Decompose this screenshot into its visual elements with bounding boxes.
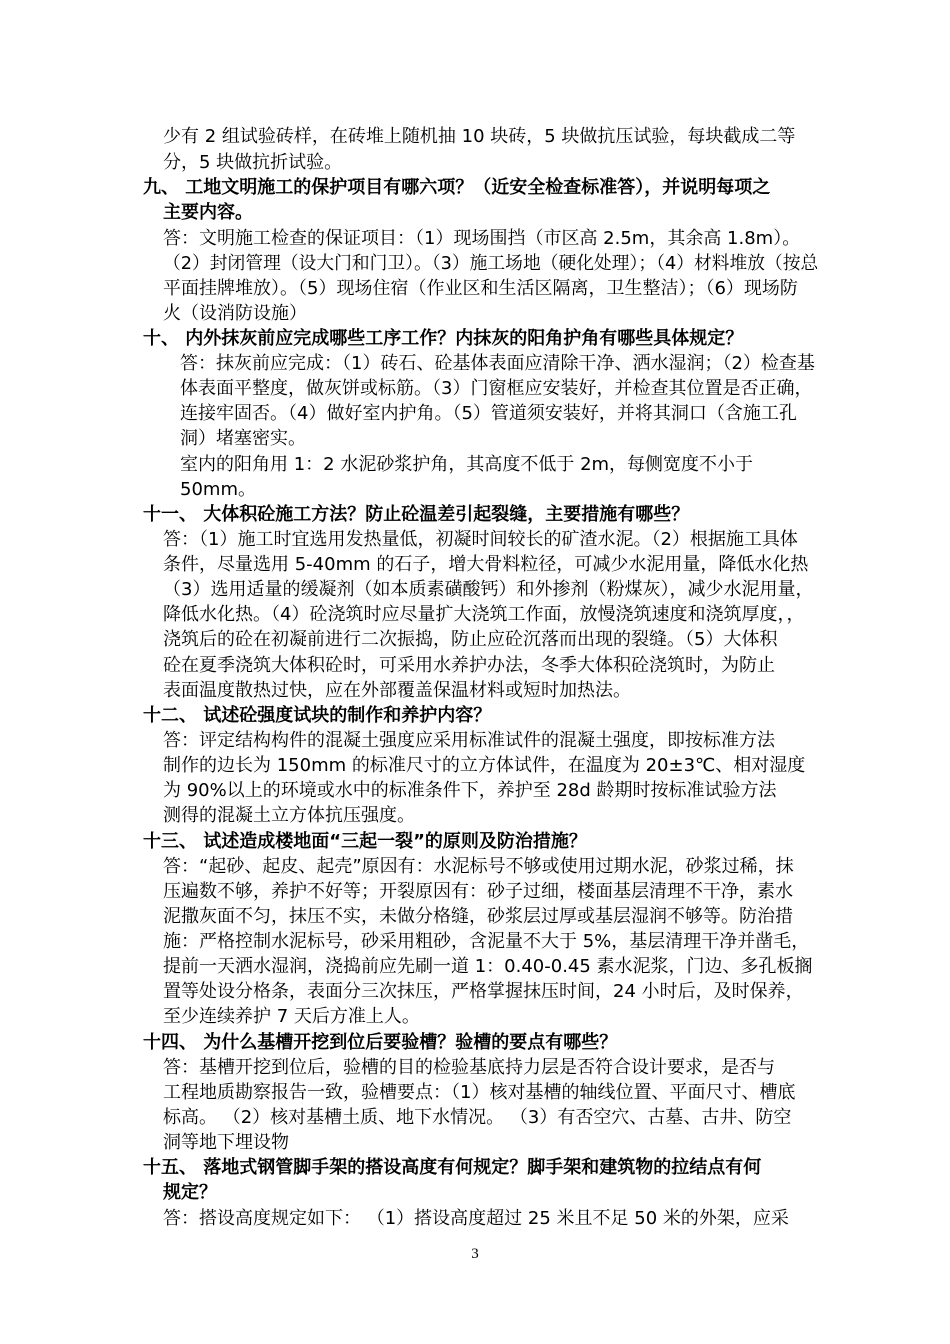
answer-line: 答：“起砂、起皮、起壳”原因有：水泥标号不够或使用过期水泥，砂浆过稀，抹 [163,856,794,877]
answer-line: 至少连续养护 7 天后方准上人。 [163,1006,420,1027]
answer-line: 答：文明施工检查的保证项目：（1）现场围挡（市区高 2.5m，其余高 1.8m）。 [163,228,801,249]
answer-line: 洞等地下埋设物 [163,1132,289,1153]
answer-line: 制作的边长为 150mm 的标准尺寸的立方体试件，在温度为 20±3℃、相对湿度 [163,755,806,776]
answer-line: 室内的阳角用 1：2 水泥砂浆护角，其高度不低于 2m，每侧宽度不小于 [180,454,754,475]
answer-line: 浇筑后的砼在初凝前进行二次振捣，防止应砼沉落而出现的裂缝。（5）大体积 [163,629,778,650]
answer-line: 压遍数不够，养护不好等；开裂原因有：砂子过细，楼面基层清理不干净，素水 [163,881,793,902]
question-heading-9: 九、 工地文明施工的保护项目有哪六项？（近安全检查标准答），并说明每项之 [143,177,771,198]
answer-line: 答：（1）施工时宜选用发热量低，初凝时间较长的矿渣水泥。（2）根据施工具体 [163,529,798,550]
answer-line: 为 90%以上的环境或水中的标准条件下，养护至 28d 龄期时按标准试验方法 [163,780,777,801]
answer-line: 砼在夏季浇筑大体积砼时，可采用水养护办法，冬季大体积砼浇筑时，为防止 [163,655,775,676]
answer-line: 泥撒灰面不匀，抹压不实，未做分格缝，砂浆层过厚或基层湿润不够等。防治措 [163,906,793,927]
answer-line: 表面温度散热过快，应在外部覆盖保温材料或短时加热法。 [163,680,631,701]
page-number: 3 [471,1246,479,1262]
question-heading-15: 十五、 落地式钢管脚手架的搭设高度有何规定？脚手架和建筑物的拉结点有何 [143,1157,762,1178]
answer-line: 火（设消防设施） [163,303,307,324]
answer-line: 洞）堵塞密实。 [180,428,306,449]
answer-line: 50mm。 [180,479,256,500]
answer-line: 体表面平整度，做灰饼或标筋。（3）门窗框应安装好，并检查其位置是否正确， [180,378,813,399]
answer-line: 答：搭设高度规定如下： （1）搭设高度超过 25 米且不足 50 米的外架，应采 [163,1208,789,1229]
body-line: 少有 2 组试验砖样，在砖堆上随机抽 10 块砖，5 块做抗压试验，每块截成二等 [163,126,796,147]
answer-line: 连接牢固否。（4）做好室内护角。（5）管道须安装好，并将其洞口（含施工孔 [180,403,797,424]
question-heading-14: 十四、 为什么基槽开挖到位后要验槽？验槽的要点有哪些？ [143,1032,618,1053]
question-heading-9-cont: 主要内容。 [163,202,253,223]
body-line: 分，5 块做抗折试验。 [163,152,343,173]
answer-line: 施：严格控制水泥标号，砂采用粗砂，含泥量不大于 5%，基层清理干净并凿毛， [163,931,810,952]
answer-line: 测得的混凝土立方体抗压强度。 [163,805,415,826]
answer-line: （3）选用适量的缓凝剂（如本质素磺酸钙）和外掺剂（粉煤灰），减少水泥用量， [163,579,814,600]
answer-line: 降低水化热。（4）砼浇筑时应尽量扩大浇筑工作面，放慢浇筑速度和浇筑厚度，， [163,604,805,625]
answer-line: 置等处设分格条，表面分三次抹压，严格掌握抹压时间，24 小时后，及时保养， [163,981,804,1002]
answer-line: 答：评定结构构件的混凝土强度应采用标准试件的混凝土强度，即按标准方法 [163,730,775,751]
answer-line: 工程地质勘察报告一致，验槽要点：（1）核对基槽的轴线位置、平面尺寸、槽底 [163,1082,796,1103]
answer-line: 平面挂牌堆放）。（5）现场住宿（作业区和生活区隔离，卫生整洁）；（6）现场防 [163,278,798,299]
answer-line: （2）封闭管理（设大门和门卫）。（3）施工场地（硬化处理）；（4）材料堆放（按总 [163,253,819,274]
answer-line: 答：抹灰前应完成：（1）砖石、砼基体表面应清除干净、洒水湿润；（2）检查基 [180,353,815,374]
question-heading-13: 十三、 试述造成楼地面“三起一裂”的原则及防治措施？ [143,831,587,852]
question-heading-12: 十二、 试述砼强度试块的制作和养护内容？ [143,705,492,726]
question-heading-10: 十、 内外抹灰前应完成哪些工序工作？内抹灰的阳角护角有哪些具体规定？ [143,328,744,349]
question-heading-15-cont: 规定？ [163,1182,217,1203]
question-heading-11: 十一、 大体积砼施工方法？防止砼温差引起裂缝，主要措施有哪些？ [143,504,690,525]
answer-line: 标高。 （2）核对基槽土质、地下水情况。 （3）有否空穴、古墓、古井、防空 [163,1107,792,1128]
answer-line: 答：基槽开挖到位后，验槽的目的检验基底持力层是否符合设计要求，是否与 [163,1057,775,1078]
answer-line: 提前一天洒水湿润，浇捣前应先刷一道 1：0.40-0.45 素水泥浆，门边、多孔板搁 [163,956,813,977]
answer-line: 条件，尽量选用 5-40mm 的石子，增大骨料粒径，可减少水泥用量，降低水化热 [163,554,809,575]
